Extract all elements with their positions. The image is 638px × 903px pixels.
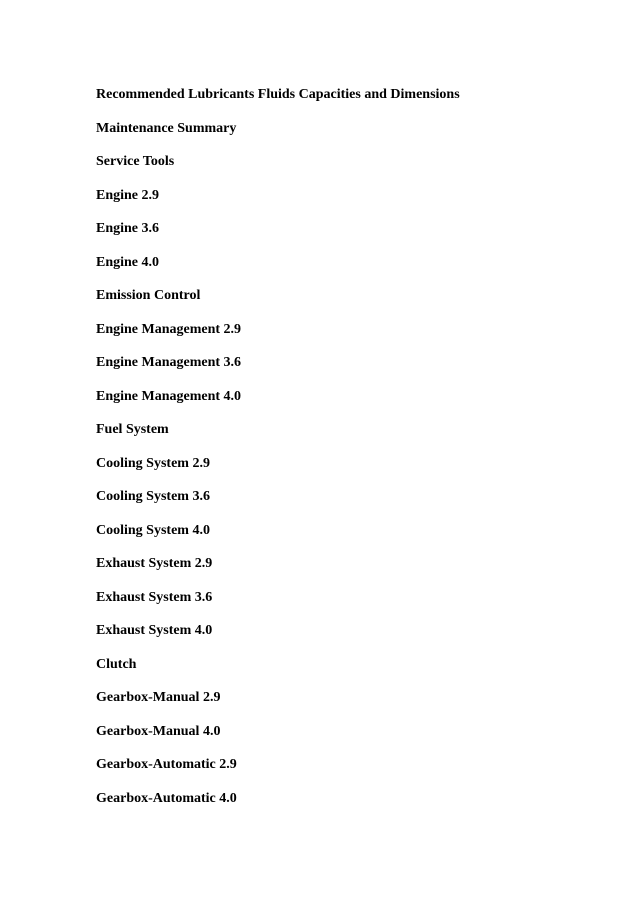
- contents-item: Engine Management 3.6: [96, 355, 242, 370]
- contents-item: Engine Management 4.0: [96, 388, 242, 404]
- contents-item: Engine Management 2.9: [96, 321, 242, 337]
- contents-item: Exhaust System 2.9: [96, 556, 213, 571]
- contents-item: Exhaust System 3.6: [96, 589, 213, 605]
- contents-item: Engine 3.6: [96, 221, 160, 236]
- contents-item: Cooling System 2.9: [96, 455, 210, 471]
- contents-item: Service Tools: [96, 154, 175, 169]
- contents-item: Engine 2.9: [96, 187, 160, 203]
- contents-item: Clutch: [96, 656, 137, 672]
- contents-item: Gearbox-Automatic 4.0: [96, 790, 237, 806]
- contents-item: Exhaust System 4.0: [96, 623, 213, 638]
- contents-item: Gearbox-Manual 4.0: [96, 723, 221, 739]
- contents-item: Emission Control: [96, 288, 201, 303]
- contents-item: Recommended Lubricants Fluids Capacities and Dimensions: [96, 87, 460, 102]
- contents-item: Engine 4.0: [96, 254, 160, 270]
- contents-item: Gearbox-Automatic 2.9: [96, 757, 237, 772]
- contents-list: [96, 85, 460, 822]
- contents-item: Fuel System: [96, 422, 169, 437]
- contents-item: Gearbox-Manual 2.9: [96, 690, 221, 705]
- contents-item: Cooling System 4.0: [96, 522, 210, 538]
- contents-item: Cooling System 3.6: [96, 489, 210, 504]
- contents-item: Maintenance Summary: [96, 120, 237, 136]
